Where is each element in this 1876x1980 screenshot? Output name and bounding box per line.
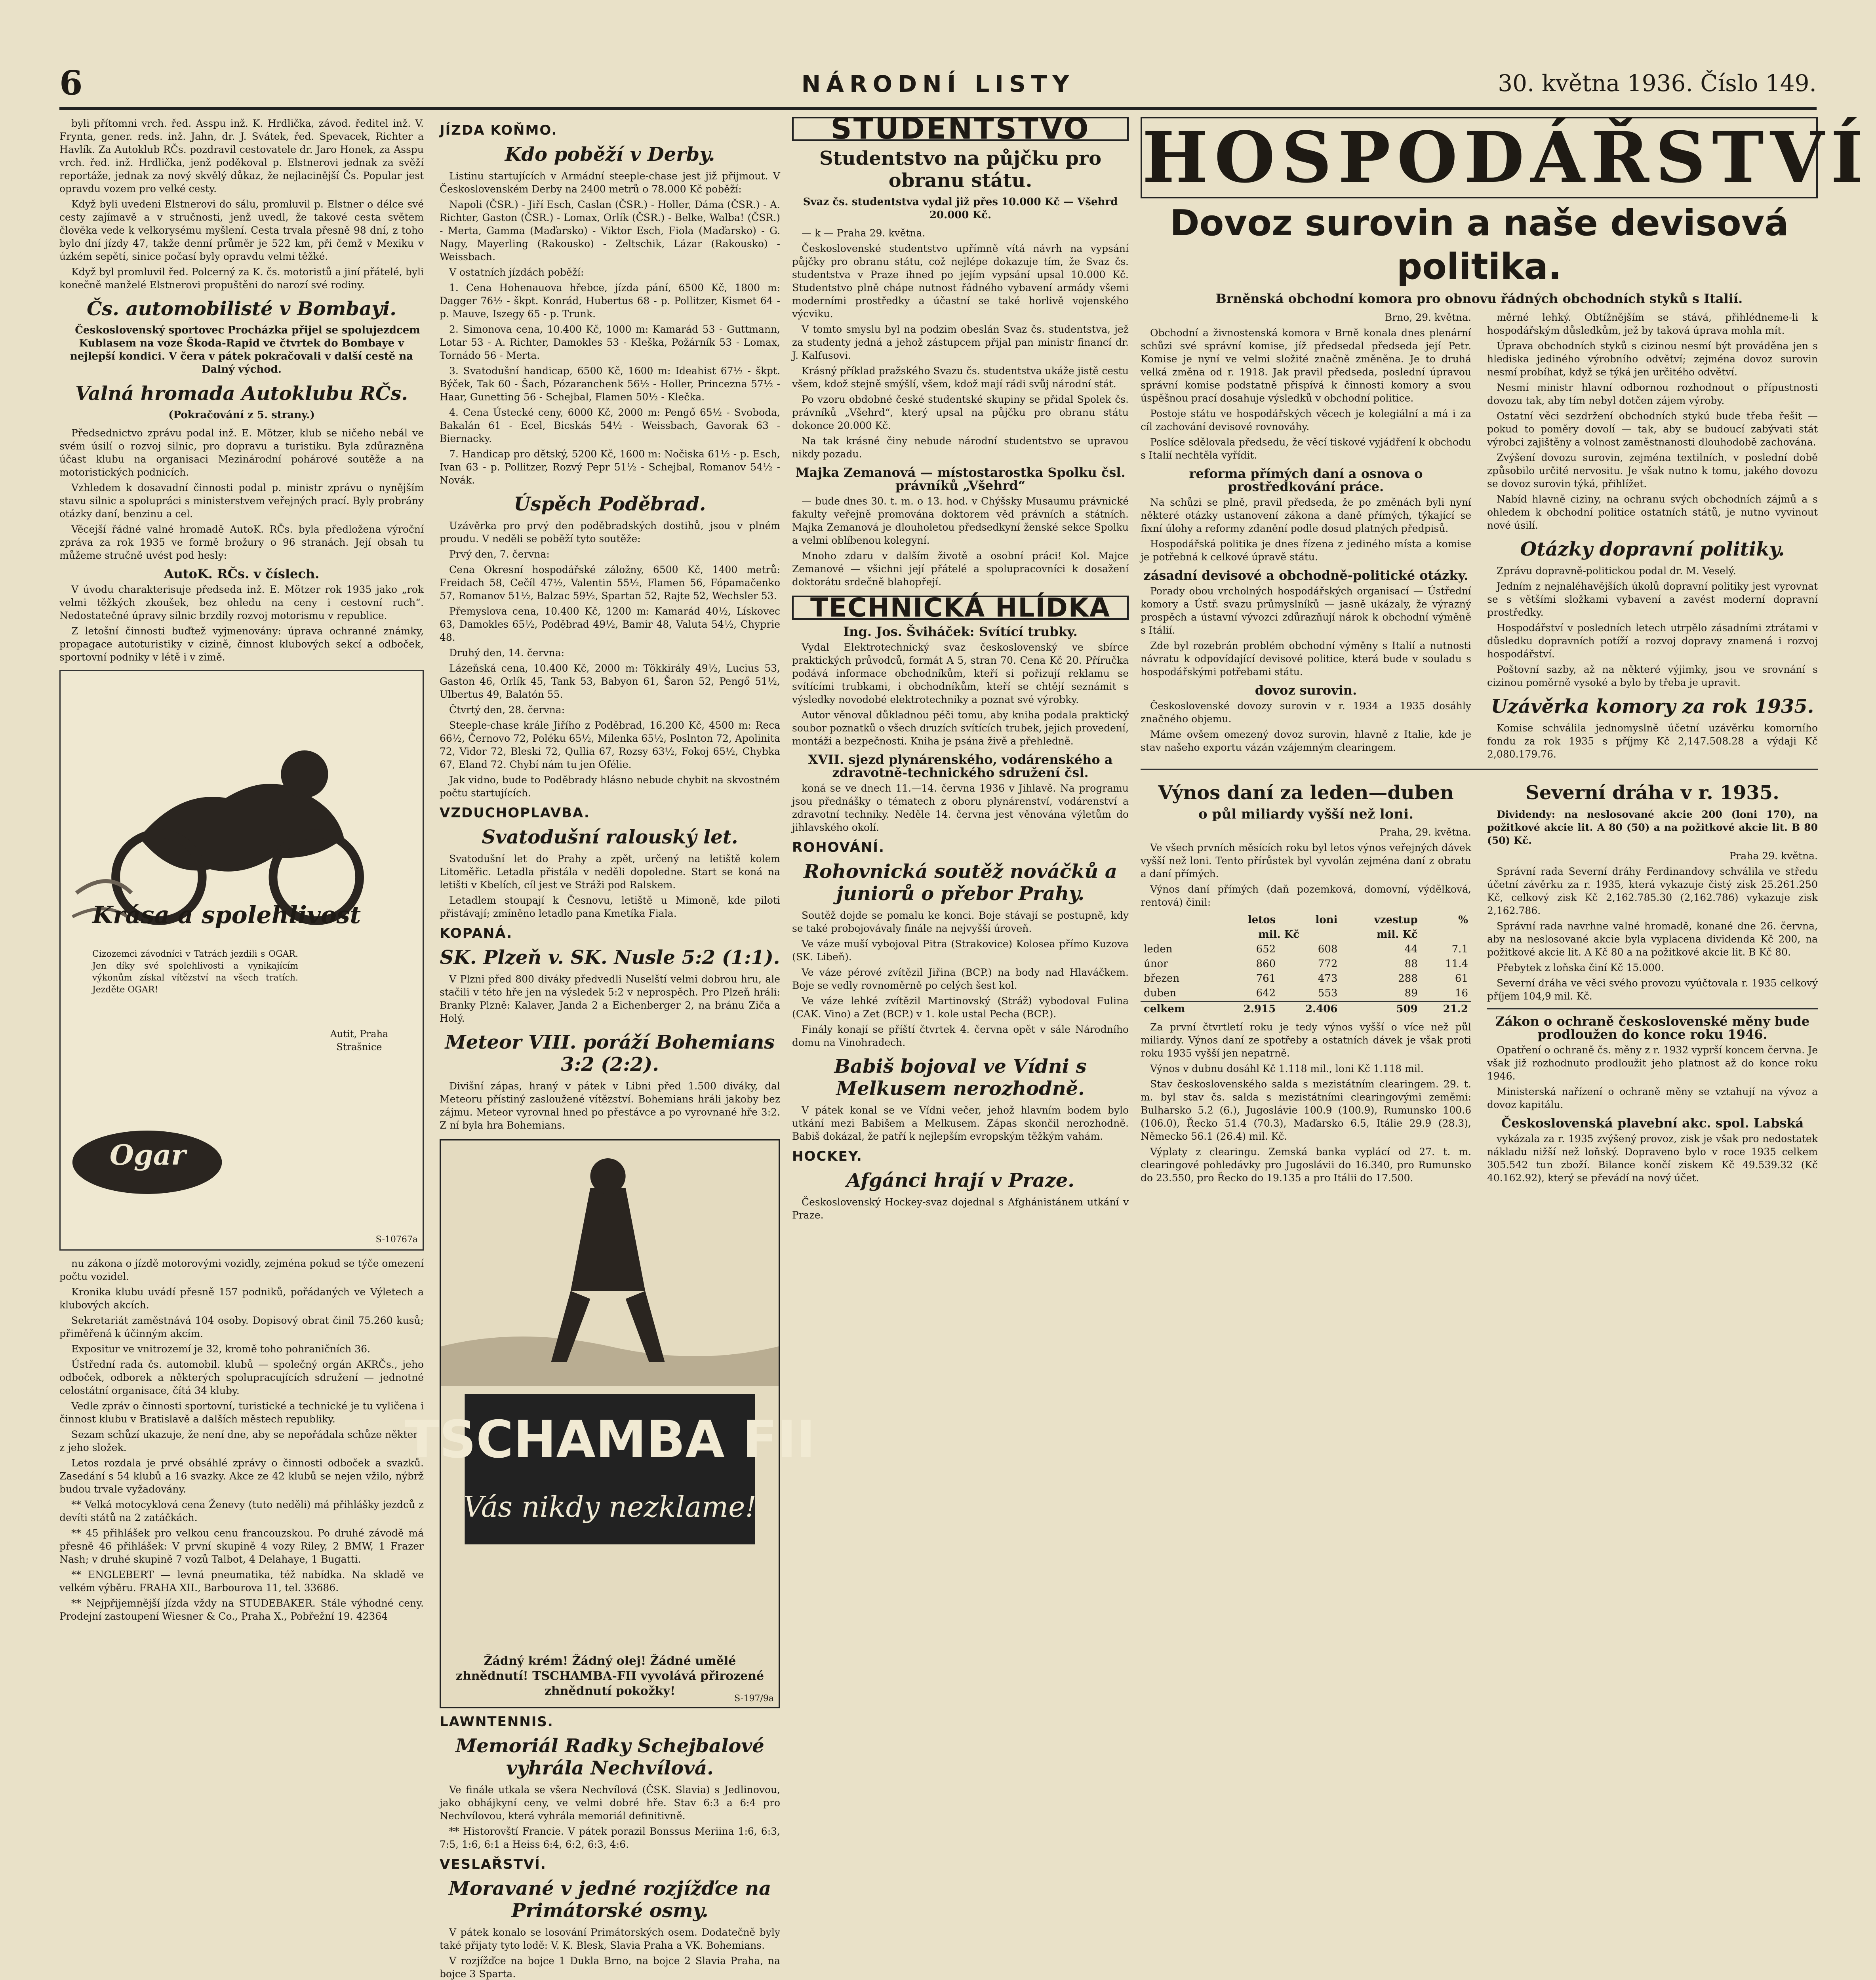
subhead-bombay: Československý sportovec Procházka přijel se spolujezdcem Kublasem na voze Škoda-Rapid ve čtvrtek do Bombaye v nejlepší kondici. V čera v pátek pokračovali v další cestě na Dalný východ. (70, 324, 420, 375)
article-paragraph: vykázala za r. 1935 zvýšený provoz, zisk je však pro nedostatek nákladu nižší než loňský. Dopraveno bylo v roce 1935 celkem 305.542 tun zboží. Bilance končí ziskem Kč 49.539.32 (Kč 40.162.92), který se převádí na nový účet. (1487, 1133, 1818, 1184)
article-paragraph: Ve váze lehké zvítězil Martinovský (Stráž) vybodoval Fulina (CAK. Vino) a Zet (BCP.) v 1. kole ustal Pecha (BCP.). (792, 995, 1129, 1020)
column-1 (59, 117, 424, 1980)
headline-bombay: Čs. automobilisté v Bombayi. (87, 298, 396, 320)
ad-brand-text: TSCHAMBA FII (404, 1409, 815, 1470)
article-paragraph: Druhý den, 14. června: (449, 647, 565, 659)
economics-left-column (1141, 311, 1471, 763)
article-paragraph: Výplaty z clearingu. Zemská banka vyplácí od 27. t. m. clearingové pohledávky pro Jugoslávii do 16.340, pro Rumunsko do 23.550, pro Řecko do 19.135 a pro Itálii do 17.500. (1141, 1146, 1471, 1184)
section-reforma: reforma přímých daní a osnova o prostředkování práce. (1189, 466, 1423, 494)
article-paragraph: ** Historovští Francie. V pátek porazil Bonssus Meriina 1:6, 6:3, 7:5, 1:6, 6:1 a Heiss 6:4, 6:2, 6:3, 4:6. (440, 1826, 780, 1850)
article-paragraph: Praha 29. května. (1729, 850, 1818, 862)
headline-rohovani: Rohovnická soutěž nováčků a juniorů o přebor Prahy. (804, 861, 1117, 905)
article-paragraph: Cena Okresní hospodářské záložny, 6500 Kč, 1400 metrů: Freidach 58, Cečíl 47½, Valentin 55½, Flamen 56, Fópamačenko 57, Romanov 51½, Balzac 59½, Spartan 52, Rajte 52, Wechsler 53. (440, 564, 780, 602)
article-paragraph: Na schůzi se plně, pravil předseda, že po změnách byli nyní některé otázky ustanovení zákona a daně přímých, týkající se fixní úlohy a reformy zdanění podle dosud platných předpisů. (1141, 497, 1471, 534)
table-header: vzestup (1374, 914, 1418, 926)
table-cell: 473 (1318, 973, 1338, 984)
article-paragraph: 7. Handicap pro dětský, 5200 Kč, 1600 m: Nočiska 61½ - p. Esch, Ivan 63 - p. Pollitzer, Rozvý Pepr 51½ - Schejbal, Romanov 54½ - Novák. (440, 448, 780, 486)
article-paragraph: — k — Praha 29. května. (802, 227, 926, 239)
article-paragraph: Vydal Elektrotechnický svaz československý ve sbírce praktických průvodců, formát A 5, stran 70. Cena Kč 20. Příručka podává informace obchodníkům, kteří si pořizují reklamu se svítícími trubkami, i obchodníkům, kteří se chtějí seznámit s výsledky novodobé elektrotechniky a poznat své výrobky. (792, 642, 1129, 705)
article-paragraph: Prvý den, 7. června: (449, 548, 550, 560)
section-zakon-mena: Zákon o ochraně československé měny bude prodloužen do konce roku 1946. (1495, 1014, 1810, 1042)
column-3 (792, 112, 1129, 1980)
article-paragraph: Výnos v dubnu dosáhl Kč 1.118 mil., loni Kč 1.118 mil. (1150, 1063, 1424, 1074)
table-cell: 11.4 (1445, 958, 1468, 970)
ogar-advertisement (59, 670, 424, 1251)
article-paragraph: Když byli uvedeni Elstnerovi do sálu, promluvil p. Elstner o délce své cesty zajímavě a v stručnosti, jenž uvedl, že takové cesta světem člověka vede k velkorysému myšlení. Cesta trvala přesně 98 dní, z toho bylo dní jízdy 47, takže denní průměr je 522 km, při čemž v Mexiku v úzkém sepětí, sinice počasí byly opravdu velmi těžké. (59, 198, 424, 262)
article-paragraph: Zprávu dopravně-politickou podal dr. M. Veselý. (1497, 565, 1736, 577)
subhead-pujcka: Svaz čs. studentstva vydal již přes 10.000 Kč — Všehrd 20.000 Kč. (803, 196, 1118, 221)
article-paragraph: ** Nejpřijemnější jízda vždy na STUDEBAKER. Stále výhodné ceny. Prodejní zastoupení Wiesner & Co., Praha X., Pobřežní 19. 42364 (59, 1597, 424, 1622)
article-paragraph: Ministerská nařízení o ochraně měny se vztahují na vývoz a dovoz kapitálu. (1487, 1086, 1818, 1110)
table-header: letos (1247, 914, 1276, 926)
article-paragraph: Zvýšení dovozu surovin, zejména textilních, v poslední době způsobilo určité nervositu. Je však nutno k tomu, jakého dovozu se dovoz surovin týká, přihlížet. (1487, 452, 1818, 489)
section-plavebni-spolecnost: Československá plavební akc. spol. Labská (1501, 1116, 1804, 1131)
article-paragraph: Komise schválila jednomyslně účetní uzávěrku komorního fondu za rok 1935 s příjmy Kč 2,147.508.28 a výdaji Kč 2,080.179.76. (1487, 722, 1818, 760)
economics-right-column (1487, 311, 1818, 763)
article-paragraph: V ostatních jízdách poběží: (449, 267, 584, 278)
section-plynarenstvi: XVII. sjezd plynárenského, vodárenského a zdravotně-technického sdružení čsl. (808, 752, 1113, 780)
ad-dealer: Autit, Praha Strašnice (330, 1028, 389, 1053)
section-kicker: LAWNTENNIS. (440, 1714, 554, 1730)
headline-meteor: Meteor VIII. poráží Bohemians 3:2 (2:2). (445, 1031, 775, 1076)
section-svitici-trubky: Ing. Jos. Šviháček: Svítící trubky. (843, 624, 1078, 639)
headline-severni-draha: Severní dráha v r. 1935. (1526, 782, 1779, 804)
table-cell: 642 (1256, 987, 1276, 999)
table-cell: 89 (1404, 987, 1418, 999)
table-cell: 509 (1341, 1001, 1421, 1017)
article-paragraph: Za první čtvrtletí roku je tedy výnos vyšší o více než půl miliardy. Výnos daní ze spotřeby a ostatních dávek je však proti roku 1935 vyšší jen nepatrně. (1141, 1021, 1471, 1059)
table-cell: 16 (1455, 987, 1468, 999)
article-paragraph: Ve váze pérové zvítězil Jiřina (BCP.) na body nad Hlaváčkem. Boje se vedly rovnoměrně po celých šest kol. (792, 967, 1129, 991)
table-row (1141, 957, 1471, 971)
article-paragraph: Jak vidno, bude to Poděbrady hlásno nebude chybit na skvostném počtu startujících. (440, 774, 780, 799)
page-number: 6 (59, 63, 83, 103)
article-paragraph: Správní rada navrhne valné hromadě, konané dne 26. června, aby na neslosované akcie byla vyplacena dividenda Kč 200, na požitkové akcie lit. A Kč 80 a na požitkové akcie lit. B Kč 80. (1487, 920, 1818, 958)
ad-brand-logo: Ogar (109, 1138, 186, 1171)
table-cell: 7.1 (1451, 943, 1468, 955)
article-paragraph: Československý Hockey-svaz dojednal s Afghánistánem utkání v Praze. (792, 1196, 1129, 1221)
article-paragraph: Máme ovšem omezený dovoz surovin, hlavně z Italie, kde je stav našeho exportu vázán vzájemným clearingem. (1141, 729, 1471, 753)
article-paragraph: Letos rozdala je prvé obsáhlé zprávy o činnosti odboček a svazků. Zasedání s 54 klubů a 16 svazky. Akce ze 42 klubů se nejen vžilo, nýbrž budou trvale vyžadovány. (59, 1457, 424, 1495)
beach-illustration (404, 1140, 815, 1707)
masthead: NÁRODNÍ LISTY (801, 70, 1075, 97)
article-paragraph: V rozjížďce na bojce 1 Dukla Brno, na bojce 2 Slavia Praha, na bojce 3 Sparta. (440, 1955, 780, 1980)
article-paragraph: Přemyslova cena, 10.400 Kč, 1200 m: Kamarád 40½, Lískovec 63, Damokles 65½, Poděbrad 49½, Bamir 48, Valuta 54½, Chyprie 48. (440, 605, 780, 643)
article-paragraph: — bude dnes 30. t. m. o 13. hod. v Chýšsky Musaumu právnické fakulty veřejně promována doktorem věd právních a státních. Majka Zemanová je dlouholetou předsedkyní ženské sekce Spolku a velmi oblíbenou kolegyní. (792, 495, 1129, 546)
subhead-dovoz: Brněnská obchodní komora pro obnovu řádných obchodních styků s Italií. (1215, 291, 1743, 306)
ad-copy: Cizozemci závodníci v Tatrách jezdili s OGAR. Jen díky své spolehlivosti a vynikajícím výkonům získal vítězství na všech tratích. Jezděte OGAR! (92, 949, 298, 995)
table-cell: 608 (1318, 943, 1338, 955)
article-paragraph: V pátek konal se ve Vídni večer, jehož hlavním bodem bylo utkání mezi Babišem a Melkusem. Zápas skončil nerozhodně. Babiš dokázal, že patří k nejlepším evropským těžkým vahám. (792, 1104, 1129, 1142)
table-total-row (1141, 1001, 1471, 1017)
article-paragraph: Hospodářství v posledních letech utrpělo zásadními ztrátami v důsledku dopravních potíží a rozvoj dopravy znamená i rozvoj hospodářství. (1487, 622, 1818, 660)
table-row (1141, 942, 1471, 957)
section-autok-numbers: AutoK. RČs. v číslech. (164, 566, 320, 581)
article-paragraph: Když byl promluvil řed. Polcerný za K. čs. motoristů a jiní přátelé, byli konečně manželé Elstnerovi propuštěni do narozí své rodiny. (59, 266, 424, 291)
article-paragraph: Přebytek z loňska činí Kč 15.000. (1497, 962, 1664, 973)
article-paragraph: Soutěž dojde se pomalu ke konci. Boje stávají se postupně, kdy se také probojovávaly finále na nejvyšší úroveň. (792, 910, 1129, 934)
ad-copy: Žádný krém! Žádný olej! Žádné umělé zhnědnutí! TSCHAMBA-FII vyvolává přirozené zhnědnutí pokožky! (455, 1654, 764, 1698)
section-kicker: KOPANÁ. (440, 925, 513, 941)
section-divider (1141, 769, 1818, 770)
column-2 (404, 117, 815, 1980)
headline-derby: Kdo poběží v Derby. (505, 143, 715, 166)
table-unit: mil. Kč (1376, 929, 1418, 940)
table-cell: 2.915 (1217, 1001, 1279, 1017)
article-paragraph: koná se ve dnech 11.—14. června 1936 v Jihlavě. Na programu jsou přednášky o tématech z oboru plynárenství, vodárenství a zdravotní techniky. Neděle 14. června jest věnována výletům do jihlavského okolí. (792, 782, 1129, 833)
article-paragraph: V Plzni před 800 diváky předvedli Nuselští velmi dobrou hru, ale stačili v této hře jen na výsledek 5:2 v neprospěch. Pro Plzeň hráli: Branky Plzně: Kalaver, Janda 2 a Eichenberger 2, na bránu Ziča a Holý. (440, 973, 780, 1024)
table-row (1141, 971, 1471, 986)
section-kicker: VZDUCHOPLAVBA. (440, 805, 590, 821)
article-paragraph: Stav československého salda s mezistátním clearingem. 29. t. m. byl stav čs. salda s mezistátními clearingovými zeměmi: Bulharsko 5.2 (6.), Jugoslávie 100.9 (100.9), Rumunsko 100.6 (106.0), Řecko 51.4 (70.3), Maďarsko 6.5, Itálie 29.9 (28.3), Německo 56.1 (26.4) mil. Kč. (1141, 1078, 1471, 1142)
table-cell: 61 (1455, 973, 1468, 984)
article-paragraph: Československé studentstvo upřímně vítá návrh na vypsání půjčky pro obranu státu, což nejlépe dokazuje tím, že Svaz čs. studentstva v Praze ihned po jejím vypsání upsal 10.000 Kč. Studentstvo plně chápe nutnost řádného vybavení armády všemi moderními prostředky a účastní se také horlivě vojenského výcviku. (792, 243, 1129, 320)
headline-memorial: Memoriál Radky Schejbalové vyhrála Nechvílová. (455, 1735, 764, 1779)
headline-pujcka: Studentstvo na půjčku pro obranu státu. (819, 147, 1102, 192)
section-zasadni-otazky: zásadní devisové a obchodně-politické otázky. (1143, 568, 1468, 583)
ad-headline: Krása a spolehlivost (92, 901, 361, 929)
table-cell: 21.2 (1421, 1001, 1471, 1017)
article-paragraph: Porady obou vrcholných hospodářských organisací — Ústřední komory a Ústř. svazu průmyslníků — jasně ukázaly, že výrazný prospěch a ústavní vývozci zdůrazňují nárok k obchodní výměně s Itálií. (1141, 585, 1471, 636)
headline-vynos-dani: Výnos daní za leden—duben (1158, 782, 1454, 804)
section-kicker: ROHOVÁNÍ. (792, 840, 885, 855)
article-paragraph: nu zákona o jízdě motorovými vozidly, zejména pokud se týče omezení počtu vozidel. (59, 1258, 424, 1282)
article-paragraph: Praha, 29. května. (1379, 826, 1471, 838)
article-paragraph: Československé dovozy surovin v r. 1934 a 1935 dosáhly značného objemu. (1141, 700, 1471, 725)
article-paragraph: Ústřední rada čs. automobil. klubů — společný orgán AKRČs., jeho odboček, odborek a některých spolupracujících sdružení — jednotné celostátní organisace, čítá 34 kluby. (59, 1359, 424, 1396)
article-paragraph: Hospodářská politika je dnes řízena z jediného místa a komise je potřebná k celkové úpravě státu. (1141, 538, 1471, 563)
article-paragraph: Opatření o ochraně čs. měny z r. 1932 vyprší koncem června. Je však již rozhodnuto prodloužit jeho platnost až do konce roku 1946. (1487, 1044, 1818, 1082)
article-paragraph: Sezam schůzí ukazuje, že není dne, aby se nepořádala schůze některé z jeho složek. (59, 1429, 424, 1453)
headline-uzaverka: Uzávěrka komory za rok 1935. (1491, 695, 1814, 718)
section-zemanova: Majka Zemanová — místostarostka Spolku čsl. právníků „Všehrd“ (795, 465, 1126, 493)
table-cell: 288 (1398, 973, 1418, 984)
table-cell: duben (1144, 987, 1177, 999)
headline-moravane: Moravané v jedné rozjížďce na Primátorské osmy. (448, 1877, 771, 1922)
article-paragraph: Výnos daní přímých (daň pozemková, domovní, výdělková, rentová) činil: (1141, 883, 1471, 908)
article-paragraph: měrné lehký. Obtížnějším se stává, přihlédneme-li k hospodářským důsledkům, jež by taková úprava mohla mít. (1487, 312, 1818, 336)
article-paragraph: V tomto smyslu byl na podzim obeslán Svaz čs. studentstva, jež za studenty jedná a jehož zástupcem přijal pan ministr financí dr. J. Kalfusovi. (792, 324, 1129, 361)
article-paragraph: Ve finále utkala se všera Nechvílová (ČSK. Slavia) s Jedlinovou, jako obhájkyní ceny, ve velmi dobré hře. Stav 6:3 a 6:4 pro Nechvílovou, která vyhrála memoriál definitivně. (440, 1784, 780, 1822)
article-paragraph: Na tak krásné činy nebude národní studentstvo se upravou nikdy pozadu. (792, 435, 1129, 460)
article-paragraph: Letadlem stoupají k Česnovu, letiště u Mimoně, kde piloti přistávají; zmíněno letadlo pana Kmetíka Fiala. (440, 895, 780, 919)
headline-valna-hromada: Valná hromada Autoklubu RČs. (75, 383, 408, 405)
table-cell: 2.406 (1279, 1001, 1341, 1017)
article-paragraph: Postoje státu ve hospodářských věcech je kolegiální a má i za cíl zachování devisové rovnováhy. (1141, 408, 1471, 432)
issue-date: 30. května 1936. Číslo 149. (1498, 70, 1817, 97)
article-paragraph: Kronika klubu uvádí přesně 157 podniků, pořádaných ve Výletech a klubových akcích. (59, 1286, 424, 1311)
subhead-vynos: o půl miliardy vyšší než loni. (1198, 806, 1413, 822)
article-paragraph: Autor věnoval důkladnou péči tomu, aby kniha podala praktický soubor poznatků o všech druzích svítících trubek, jejich provedení, montáži a bezpečnosti. Kniha je psána živě a přehledně. (792, 709, 1129, 747)
section-kicker: VESLAŘSTVÍ. (440, 1856, 547, 1872)
article-paragraph: Poštovní sazby, až na některé výjimky, jsou ve srovnání s cizinou poměrně vysoké a bylo by třeba je upravit. (1487, 664, 1818, 688)
article-paragraph: Ostatní věci sezdržení obchodních stykú bude třeba řešit — pokud to poměry dovolí — tak, aby se budoucí zabývati stát výrobci zajištěny a volnost zaměstnanosti dlouhodobě zachována. (1487, 410, 1818, 448)
article-paragraph: 4. Cena Ústecké ceny, 6000 Kč, 2000 m: Pengő 65½ - Svoboda, Bakalán 61 - Ecel, Bicskás 54½ - Weissbach, Gavorak 63 - Biernacky. (440, 407, 780, 444)
table-cell: březen (1144, 973, 1180, 984)
tax-revenue-table (1141, 913, 1471, 1017)
article-paragraph: Divišní zápas, hraný v pátek v Libni před 1.500 diváky, dal Meteoru přístiný zasloužené vítězství. Bohemians hráli jakoby bez zájmu. Meteor vyrovnal hned po přestávce a po vyrovnané hře 3:2. Z ní byla hra Bohemians. (440, 1080, 780, 1131)
article-paragraph: 1. Cena Hohenauova hřebce, jízda pání, 6500 Kč, 1800 m: Dagger 76½ - škpt. Konrád, Hubertus 68 - p. Pollitzer, Kismet 64 - p. Mauve, Iszegy 65 - p. Trunk. (440, 282, 780, 320)
article-paragraph: Předsednictvo zprávu podal inž. E. Mötzer, klub se ničeho nebál ve svém úsilí o rozvoj silnic, pro dopravu a turistiku. Byla zdůrazněna účast klubu na organisaci Mezinárodní pohárové soutěže a na motoristických podnicích. (59, 427, 424, 478)
article-paragraph: Po vzoru obdobné české studentské skupiny se přidal Spolek čs. právníků „Všehrd“, který upsal na půjčku pro obranu státu dokonce 20.000 Kč. (792, 394, 1129, 431)
headline-afganci: Afgánci hrají v Praze. (846, 1169, 1074, 1192)
article-paragraph: Listinu startujících v Armádní steeple-chase jest již přijmout. V Československém Derby na 2400 metrů o 78.000 Kč poběží: (440, 170, 780, 195)
subhead-valna: (Pokračování z 5. strany.) (168, 409, 315, 421)
section-kicker: JÍZDA KOŇMO. (440, 122, 558, 138)
article-paragraph: Steeple-chase krále Jiřího z Poděbrad, 16.200 Kč, 4500 m: Reca 66½, Černovo 72, Poléku 65½, Milenka 65½, Poslnton 72, Apolinita 72, Vidor 72, Bleski 72, Qullia 67, Rozsy 63½, Fokoj 65½, Chybka 67, Eland 72. Chybí nám tu jen Ofélie. (440, 720, 780, 770)
table-cell: 652 (1256, 943, 1276, 955)
table-header (1141, 913, 1217, 927)
headline-babis: Babiš bojoval ve Vídni s Melkusem nerozhodně. (834, 1055, 1087, 1100)
table-cell: 772 (1318, 958, 1338, 970)
article-paragraph: Napoli (ČSR.) - Jiří Esch, Caslan (ČSR.) - Holler, Dáma (ČSR.) - A. Richter, Gaston (ČSR.) - Lomax, Orlík (ČSR.) - Belke, Walba! (ČSR.) - Merta, Gamma (Maďarsko) - Viktor Esch, Fiola (Maďarsko) - G. Nagy, Mayerling (Rakousko) - Zeltschik, Lázar (Rakousko) - Weissbach. (440, 199, 780, 263)
article-paragraph: Jedním z nejnaléhavějších úkolů dopravní politiky jest vyrovnat se s většími složkami vybavení a zavést moderní dopravní prostředky. (1487, 581, 1818, 618)
tax-revenue-column (1141, 775, 1471, 1187)
section-banner-studentstvo: STUDENTSTVO (792, 117, 1129, 141)
ad-code: S-197/9a (734, 1694, 774, 1704)
table-header: % (1458, 914, 1468, 926)
article-paragraph: Dividendy: na neslosované akcie 200 (loni 170), na požitkové akcie lit. A 80 (50) a na požitkové akcie lit. B 80 (50) Kč. (1487, 809, 1818, 846)
article-paragraph: Vedle zpráv o činnosti sportovní, turistické a technické je tu vyličena i činnost klubu v Bratislavě a dalších městech republiky. (59, 1400, 424, 1425)
article-paragraph: 2. Simonova cena, 10.400 Kč, 1000 m: Kamarád 53 - Guttmann, Lotar 53 - A. Richter, Damokles 53 - Kleška, Požárník 53 - Lomax, Tornádo 56 - Merta. (440, 324, 780, 361)
table-cell: 44 (1404, 943, 1418, 955)
page-header (59, 59, 1817, 110)
article-paragraph: ** Velká motocyklová cena Ženevy (tuto neděli) má přihlášky jezdců z devíti států na 2 zatáčkách. (59, 1499, 424, 1523)
article-paragraph: Lázeňská cena, 10.400 Kč, 2000 m: Tökkirály 49½, Lucius 53, Gaston 46, Orlík 45, Tank 53, Babyon 61, Šaron 52, Pengő 51½, Ulbertus 49, Balatón 55. (440, 663, 780, 700)
article-paragraph: Vzhledem k dosavadní činnosti podal p. ministr zprávu o nynějším stavu silnic a spolupráci s ministerstvem veřejných prací. Byly probrány otázky daní, benzinu a cel. (59, 482, 424, 520)
article-paragraph: Svatodušní let do Prahy a zpět, určený na letiště kolem Litoměřic. Letadla přistála v neděli dopoledne. Start se koná na letišti v Kbelích, cíl jest ve Stráži pod Ralskem. (440, 853, 780, 891)
table-unit-row (1141, 927, 1471, 942)
economics-two-columns-lower (1141, 775, 1818, 1187)
section-banner-technicka-hlidka: TECHNICKÁ HLÍDKA (792, 596, 1129, 620)
article-paragraph: byli přítomni vrch. řed. Asspu inž. K. Hrdlička, závod. ředitel inž. V. Frynta, gener. reds. inž. Jahn, dr. J. Svátek, řed. Spevacek, Richter a Havlík. Za Autoklub RČs. pozdravil cestovatele dr. Jaro Honek, za Asspu vrch. řed. inž. Hrdlička, jenž poděkoval p. Elstnerovi jednak za svěží reportáže, jednak za nový skvělý důkaz, že nejlacinější Čs. Popular jest opravdu vozem pro velké cesty. (59, 118, 424, 194)
article-paragraph: Poslíce sdělovala předsedu, že věcí tiskové vyjádření k obchodu s Italií nechtěla vyřídit. (1141, 436, 1471, 461)
article-paragraph: Uzávěrka pro prvý den poděbradských dostihů, jsou v plném proudu. V neděli se poběží tyto soutěže: (440, 520, 780, 544)
article-paragraph: Sekretariát zaměstnává 104 osoby. Dopisový obrat činil 75.260 kusů; přiměřená k účinným akcím. (59, 1315, 424, 1339)
table-unit: mil. Kč (1258, 929, 1300, 940)
ad-code: S-10767a (375, 1235, 418, 1245)
tschamba-advertisement (404, 1139, 815, 1708)
article-paragraph: ** ENGLEBERT — levná pneumatika, též nabídka. Na skladě ve velkém výběru. FRAHA XII., Barbourova 11, tel. 33686. (59, 1569, 424, 1594)
article-paragraph: Ve všech prvních měsících roku byl letos výnos veřejných dávek vyšší než loni. Tento přírůstek byl vyvolán zejména daní z obratu a daní přímých. (1141, 842, 1471, 880)
section-kicker: HOCKEY. (792, 1148, 863, 1164)
headline-dovoz-surovin: Dovoz surovin a naše devisová politika. (1169, 202, 1789, 287)
table-cell: únor (1144, 958, 1168, 970)
headline-dopravni-politika: Otázky dopravní politiky. (1520, 538, 1785, 560)
section-banner-hospodarstvi: HOSPODÁŘSTVÍ (1141, 117, 1818, 198)
table-cell: 553 (1318, 987, 1338, 999)
table-header-row (1141, 913, 1471, 927)
article-paragraph: Expositur ve vnitrozemí je 32, kromě toho pohraničních 36. (71, 1343, 371, 1355)
article-paragraph: Věcejší řádné valné hromadě AutoK. RČs. byla předložena výroční zpráva za rok 1935 ve formě brožury o 96 stranách. Její obsah tu můžeme stručně uvést pod hesly: (59, 524, 424, 561)
article-paragraph: Obchodní a živnostenská komora v Brně konala dnes plenární schůzi své správní komise, jíž předsedal předseda její Petr. Komise je nyní ve velmi složité značně změněna. Je to druhá velká změna od r. 1918. Jak pravil předseda, poslední úpravou správní komise podstatně přispívá k činnosti komory a svou úspěšnou prací dosahuje výsledků v obchodní politice. (1141, 327, 1471, 404)
article-paragraph: Ve váze muší vybojoval Pitra (Strakovice) Kolosea přímo Kuzova (SK. Libeň). (792, 938, 1129, 963)
article-paragraph: 3. Svatodušní handicap, 6500 Kč, 1600 m: Ideahist 67½ - škpt. Býček, Tak 60 - Šach, Pózaranchenk 56½ - Holler, Princezna 57½ - Haar, Gunetting 56 - Schejbal, Flamen 50½ - Klečka. (440, 365, 780, 403)
article-paragraph: Čtvrtý den, 28. června: (449, 704, 565, 716)
table-cell: 860 (1256, 958, 1276, 970)
ad-slogan-text: Vás nikdy nezklame! (463, 1490, 757, 1524)
article-paragraph: Zde byl rozebrán problém obchodní výměny s Italií a nutnosti návratu k odpovídající devisové politice, která bude v souladu s hospodářskými potřebami státu. (1141, 640, 1471, 678)
article-paragraph: V pátek konalo se losování Primátorských osem. Dodatečně byly také přijaty tyto lodě: V. K. Blesk, Slavia Praha a VK. Bohemians. (440, 1927, 780, 1951)
article-paragraph: V úvodu charakterisuje předseda inž. E. Mötzer rok 1935 jako „rok velmi těžkých zkoušek, bez ohledu na ceny i cestovní ruch“. Nedostatečné úpravy silnic brzdily rozvoj motorismu v republice. (59, 584, 424, 621)
economics-section (1141, 116, 1870, 1980)
article-paragraph: Nabíd hlavně ciziny, na ochranu svých obchodních zájmů a s ohledem k obchodní politice ostatních států, je nutno vyvinout nové úsilí. (1487, 493, 1818, 531)
headline-ralouvek: Svatodušní ralouský let. (482, 826, 738, 848)
article-paragraph: Úprava obchodních styků s cizinou nesmí být prováděna jen s hlediska jediného výrobního odvětví; zejména dovoz surovin nesmí probíhat, když se týká jen určitého odvětví. (1487, 340, 1818, 378)
article-paragraph: Severní dráha ve věci svého provozu vyúčtovala r. 1935 celkový příjem 104,9 mil. Kč. (1487, 977, 1818, 1002)
table-cell: 761 (1256, 973, 1276, 984)
article-paragraph: Mnoho zdaru v dalším životě a osobní práci! Kol. Majce Zemanové — všichni její přátelé a spolupracovníci k dosažení doktorátu srdečně blahopřejí. (792, 550, 1129, 588)
table-header: loni (1315, 914, 1338, 926)
economics-two-columns (1141, 311, 1818, 763)
table-row (1141, 986, 1471, 1001)
section-dovoz-surovin: dovoz surovin. (1255, 683, 1357, 698)
headline-podebrad: Úspěch Poděbrad. (514, 493, 706, 515)
article-paragraph: Brno, 29. května. (1385, 312, 1471, 323)
article-paragraph: Nesmí ministr hlavní odbornou rozhodnout o přípustnosti dovozu tak, aby tím nebyl dotčen zájem výroby. (1487, 382, 1818, 406)
article-paragraph: Krásný příklad pražského Svazu čs. studentstva ukáže jistě cestu všem, kdož stejně smýšlí, všem, kdož mají rádi svůj národní stát. (792, 365, 1129, 390)
article-paragraph: Z letošní činnosti buďtež vyjmenovány: úprava ochranné známky, propagace autoturistiky v cizině, činnost klubových sekcí a odboček, sportovní podniky v létě i v zimě. (59, 625, 424, 663)
table-cell: 88 (1404, 958, 1418, 970)
article-paragraph: ** 45 přihlášek pro velkou cenu francouzskou. Po druhé závodě má přesně 46 přihlášek: V první skupině 4 vozy Riley, 2 BMW, 1 Frazer Nash; v druhé skupině 7 vozů Talbot, 4 Delahaye, 1 Bugatti. (59, 1527, 424, 1565)
railway-column (1487, 775, 1818, 1187)
table-cell: leden (1144, 943, 1173, 955)
section-divider (1487, 1008, 1818, 1009)
article-paragraph: Finály konají se příští čtvrtek 4. června opět v sále Národního domu na Vinohradech. (792, 1024, 1129, 1048)
article-paragraph: Správní rada Severní dráhy Ferdinandovy schválila ve středu účetní závěrku za r. 1935, která vykazuje čistý zisk 25.261.250 Kč, celkový zisk Kč 2,162.785.30 (2,162.786) vykazuje zisk 2,162.786. (1487, 866, 1818, 916)
headline-plzen: SK. Plzeň v. SK. Nusle 5:2 (1:1). (440, 946, 780, 969)
table-cell: celkem (1141, 1001, 1217, 1017)
